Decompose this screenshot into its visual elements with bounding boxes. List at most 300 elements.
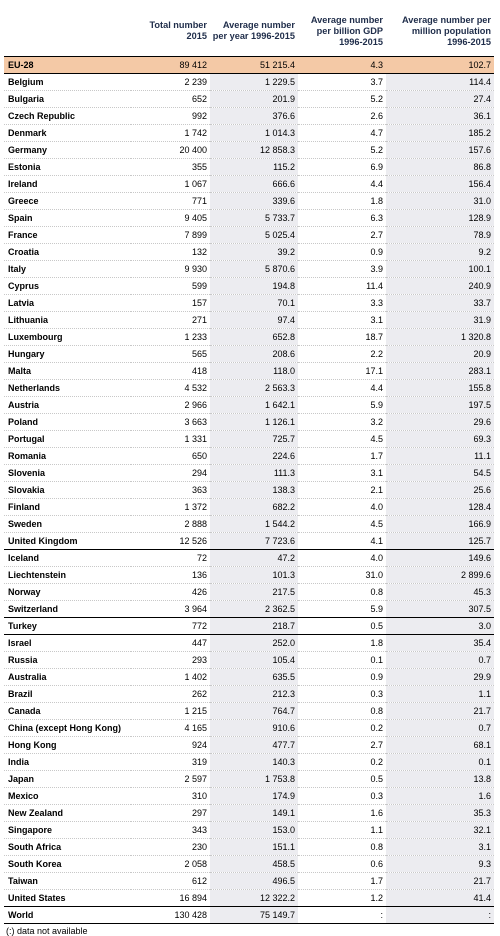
cell-average-per-year: 1 126.1 bbox=[210, 414, 298, 431]
cell-average-per-million: 125.7 bbox=[386, 533, 494, 550]
cell-average-per-year: 1 753.8 bbox=[210, 771, 298, 788]
cell-average-per-gdp: 5.9 bbox=[298, 397, 386, 414]
table-row bbox=[4, 159, 494, 176]
cell-average-per-million: 156.4 bbox=[386, 176, 494, 193]
cell-average-per-million: 128.9 bbox=[386, 210, 494, 227]
cell-total-number: 1 402 bbox=[131, 669, 210, 686]
cell-average-per-million: 0.7 bbox=[386, 652, 494, 669]
cell-average-per-gdp: 0.9 bbox=[298, 244, 386, 261]
row-label: Brazil bbox=[4, 686, 131, 703]
table-row bbox=[4, 601, 494, 618]
cell-total-number: 4 165 bbox=[131, 720, 210, 737]
cell-average-per-gdp: 4.5 bbox=[298, 516, 386, 533]
cell-average-per-gdp: 3.1 bbox=[298, 312, 386, 329]
cell-average-per-gdp: 11.4 bbox=[298, 278, 386, 295]
cell-average-per-gdp: 0.9 bbox=[298, 669, 386, 686]
cell-average-per-million: 21.7 bbox=[386, 703, 494, 720]
row-label: Finland bbox=[4, 499, 131, 516]
cell-total-number: 447 bbox=[131, 635, 210, 652]
cell-average-per-year: 47.2 bbox=[210, 550, 298, 567]
cell-average-per-gdp: 4.7 bbox=[298, 125, 386, 142]
cell-average-per-million: 0.7 bbox=[386, 720, 494, 737]
cell-total-number: 16 894 bbox=[131, 890, 210, 907]
row-label: Iceland bbox=[4, 550, 131, 567]
cell-average-per-gdp: 0.1 bbox=[298, 652, 386, 669]
cell-average-per-year: 682.2 bbox=[210, 499, 298, 516]
row-label: Netherlands bbox=[4, 380, 131, 397]
cell-average-per-gdp: 3.2 bbox=[298, 414, 386, 431]
table-row bbox=[4, 686, 494, 703]
cell-average-per-gdp: 17.1 bbox=[298, 363, 386, 380]
row-label: Cyprus bbox=[4, 278, 131, 295]
cell-total-number: 343 bbox=[131, 822, 210, 839]
cell-average-per-million: 35.4 bbox=[386, 635, 494, 652]
cell-average-per-year: 5 733.7 bbox=[210, 210, 298, 227]
cell-average-per-gdp: 31.0 bbox=[298, 567, 386, 584]
cell-average-per-gdp: 4.4 bbox=[298, 380, 386, 397]
table-row bbox=[4, 754, 494, 771]
cell-total-number: 1 233 bbox=[131, 329, 210, 346]
cell-average-per-million: 41.4 bbox=[386, 890, 494, 907]
cell-average-per-gdp: 0.8 bbox=[298, 703, 386, 720]
cell-total-number: 310 bbox=[131, 788, 210, 805]
cell-average-per-year: 339.6 bbox=[210, 193, 298, 210]
cell-average-per-million: 149.6 bbox=[386, 550, 494, 567]
cell-total-number: 772 bbox=[131, 618, 210, 635]
row-label: Israel bbox=[4, 635, 131, 652]
cell-average-per-gdp: 5.9 bbox=[298, 601, 386, 618]
cell-average-per-year: 218.7 bbox=[210, 618, 298, 635]
cell-average-per-year: 1 642.1 bbox=[210, 397, 298, 414]
cell-total-number: 1 372 bbox=[131, 499, 210, 516]
table-row bbox=[4, 584, 494, 601]
cell-average-per-year: 477.7 bbox=[210, 737, 298, 754]
cell-average-per-year: 153.0 bbox=[210, 822, 298, 839]
cell-average-per-year: 217.5 bbox=[210, 584, 298, 601]
cell-average-per-million: 9.2 bbox=[386, 244, 494, 261]
table-row bbox=[4, 737, 494, 754]
cell-total-number: 130 428 bbox=[131, 907, 210, 924]
table-row bbox=[4, 856, 494, 873]
cell-average-per-year: 174.9 bbox=[210, 788, 298, 805]
cell-average-per-year: 115.2 bbox=[210, 159, 298, 176]
table-row bbox=[4, 397, 494, 414]
cell-total-number: 294 bbox=[131, 465, 210, 482]
cell-average-per-million: 31.0 bbox=[386, 193, 494, 210]
row-label: China (except Hong Kong) bbox=[4, 720, 131, 737]
row-label: EU-28 bbox=[4, 57, 131, 74]
cell-average-per-million: 68.1 bbox=[386, 737, 494, 754]
table-row bbox=[4, 890, 494, 907]
cell-average-per-million: 54.5 bbox=[386, 465, 494, 482]
cell-average-per-million: 114.4 bbox=[386, 74, 494, 91]
cell-average-per-year: 70.1 bbox=[210, 295, 298, 312]
cell-total-number: 2 966 bbox=[131, 397, 210, 414]
cell-total-number: 1 215 bbox=[131, 703, 210, 720]
cell-average-per-year: 725.7 bbox=[210, 431, 298, 448]
cell-average-per-gdp: 1.8 bbox=[298, 193, 386, 210]
cell-average-per-million: 78.9 bbox=[386, 227, 494, 244]
cell-average-per-million: 307.5 bbox=[386, 601, 494, 618]
header-average-per-gdp: Average number per billion GDP 1996-2015 bbox=[298, 6, 386, 57]
table-row bbox=[4, 788, 494, 805]
row-label: Lithuania bbox=[4, 312, 131, 329]
cell-average-per-year: 5 870.6 bbox=[210, 261, 298, 278]
cell-average-per-year: 194.8 bbox=[210, 278, 298, 295]
row-label: Ireland bbox=[4, 176, 131, 193]
row-label: South Africa bbox=[4, 839, 131, 856]
cell-average-per-year: 2 362.5 bbox=[210, 601, 298, 618]
table-row bbox=[4, 91, 494, 108]
cell-total-number: 1 067 bbox=[131, 176, 210, 193]
cell-average-per-year: 1 014.3 bbox=[210, 125, 298, 142]
cell-average-per-million: 29.9 bbox=[386, 669, 494, 686]
cell-average-per-million: 11.1 bbox=[386, 448, 494, 465]
table-row bbox=[4, 431, 494, 448]
table-row bbox=[4, 771, 494, 788]
table-row bbox=[4, 380, 494, 397]
cell-average-per-million: 3.0 bbox=[386, 618, 494, 635]
cell-average-per-year: 151.1 bbox=[210, 839, 298, 856]
cell-average-per-gdp: 1.1 bbox=[298, 822, 386, 839]
cell-average-per-year: 39.2 bbox=[210, 244, 298, 261]
table-row bbox=[4, 448, 494, 465]
cell-average-per-year: 252.0 bbox=[210, 635, 298, 652]
cell-total-number: 319 bbox=[131, 754, 210, 771]
cell-total-number: 2 239 bbox=[131, 74, 210, 91]
cell-total-number: 771 bbox=[131, 193, 210, 210]
row-label: United Kingdom bbox=[4, 533, 131, 550]
cell-average-per-year: 458.5 bbox=[210, 856, 298, 873]
cell-total-number: 271 bbox=[131, 312, 210, 329]
row-label: Croatia bbox=[4, 244, 131, 261]
cell-total-number: 650 bbox=[131, 448, 210, 465]
cell-average-per-gdp: 2.7 bbox=[298, 737, 386, 754]
cell-average-per-million: 45.3 bbox=[386, 584, 494, 601]
row-label: Mexico bbox=[4, 788, 131, 805]
row-label: United States bbox=[4, 890, 131, 907]
table-row bbox=[4, 482, 494, 499]
header-label bbox=[4, 6, 131, 57]
cell-total-number: 297 bbox=[131, 805, 210, 822]
row-label: Sweden bbox=[4, 516, 131, 533]
cell-average-per-million: 102.7 bbox=[386, 57, 494, 74]
table-row bbox=[4, 312, 494, 329]
table-row bbox=[4, 907, 494, 924]
cell-average-per-million: 166.9 bbox=[386, 516, 494, 533]
cell-average-per-million: 31.9 bbox=[386, 312, 494, 329]
cell-average-per-million: 3.1 bbox=[386, 839, 494, 856]
cell-average-per-million: 1 320.8 bbox=[386, 329, 494, 346]
cell-total-number: 4 532 bbox=[131, 380, 210, 397]
cell-average-per-year: 12 858.3 bbox=[210, 142, 298, 159]
cell-total-number: 136 bbox=[131, 567, 210, 584]
cell-average-per-gdp: 0.5 bbox=[298, 771, 386, 788]
row-label: Germany bbox=[4, 142, 131, 159]
cell-average-per-gdp: 4.1 bbox=[298, 533, 386, 550]
row-label: New Zealand bbox=[4, 805, 131, 822]
row-label: Singapore bbox=[4, 822, 131, 839]
cell-average-per-gdp: 0.8 bbox=[298, 584, 386, 601]
cell-average-per-gdp: : bbox=[298, 907, 386, 924]
row-label: Malta bbox=[4, 363, 131, 380]
statistics-table-container bbox=[4, 6, 494, 936]
cell-average-per-year: 652.8 bbox=[210, 329, 298, 346]
table-row bbox=[4, 57, 494, 74]
cell-average-per-million: 33.7 bbox=[386, 295, 494, 312]
row-label: Norway bbox=[4, 584, 131, 601]
header-average-per-million: Average number per million population 1996-2015 bbox=[386, 6, 494, 57]
cell-average-per-year: 376.6 bbox=[210, 108, 298, 125]
table-row bbox=[4, 108, 494, 125]
cell-average-per-gdp: 4.3 bbox=[298, 57, 386, 74]
table-row bbox=[4, 516, 494, 533]
cell-average-per-million: 9.3 bbox=[386, 856, 494, 873]
cell-total-number: 157 bbox=[131, 295, 210, 312]
row-label: Japan bbox=[4, 771, 131, 788]
cell-average-per-million: 128.4 bbox=[386, 499, 494, 516]
cell-average-per-million: 240.9 bbox=[386, 278, 494, 295]
table-row bbox=[4, 703, 494, 720]
cell-total-number: 2 597 bbox=[131, 771, 210, 788]
table-row bbox=[4, 210, 494, 227]
cell-average-per-gdp: 1.6 bbox=[298, 805, 386, 822]
cell-average-per-gdp: 0.6 bbox=[298, 856, 386, 873]
cell-total-number: 20 400 bbox=[131, 142, 210, 159]
table-row bbox=[4, 278, 494, 295]
cell-average-per-million: 1.6 bbox=[386, 788, 494, 805]
cell-average-per-gdp: 3.9 bbox=[298, 261, 386, 278]
cell-average-per-gdp: 4.0 bbox=[298, 550, 386, 567]
cell-average-per-year: 7 723.6 bbox=[210, 533, 298, 550]
cell-average-per-million: 2 899.6 bbox=[386, 567, 494, 584]
cell-average-per-year: 105.4 bbox=[210, 652, 298, 669]
cell-total-number: 89 412 bbox=[131, 57, 210, 74]
cell-total-number: 262 bbox=[131, 686, 210, 703]
row-label: South Korea bbox=[4, 856, 131, 873]
cell-average-per-year: 666.6 bbox=[210, 176, 298, 193]
cell-average-per-gdp: 0.3 bbox=[298, 686, 386, 703]
table-row bbox=[4, 244, 494, 261]
cell-average-per-gdp: 2.7 bbox=[298, 227, 386, 244]
cell-average-per-year: 208.6 bbox=[210, 346, 298, 363]
cell-average-per-million: 27.4 bbox=[386, 91, 494, 108]
row-label: Taiwan bbox=[4, 873, 131, 890]
cell-average-per-million: 100.1 bbox=[386, 261, 494, 278]
cell-average-per-year: 138.3 bbox=[210, 482, 298, 499]
cell-average-per-year: 5 025.4 bbox=[210, 227, 298, 244]
row-label: France bbox=[4, 227, 131, 244]
cell-average-per-gdp: 2.2 bbox=[298, 346, 386, 363]
cell-average-per-million: 13.8 bbox=[386, 771, 494, 788]
table-row bbox=[4, 414, 494, 431]
cell-total-number: 12 526 bbox=[131, 533, 210, 550]
cell-average-per-year: 1 544.2 bbox=[210, 516, 298, 533]
table-row bbox=[4, 329, 494, 346]
cell-average-per-gdp: 4.0 bbox=[298, 499, 386, 516]
table-row bbox=[4, 550, 494, 567]
cell-average-per-gdp: 4.5 bbox=[298, 431, 386, 448]
row-label: Portugal bbox=[4, 431, 131, 448]
row-label: Slovenia bbox=[4, 465, 131, 482]
cell-average-per-gdp: 0.3 bbox=[298, 788, 386, 805]
row-label: Denmark bbox=[4, 125, 131, 142]
cell-average-per-gdp: 2.6 bbox=[298, 108, 386, 125]
table-row bbox=[4, 295, 494, 312]
cell-average-per-gdp: 2.1 bbox=[298, 482, 386, 499]
cell-average-per-million: 0.1 bbox=[386, 754, 494, 771]
table-row bbox=[4, 465, 494, 482]
row-label: Bulgaria bbox=[4, 91, 131, 108]
table-row bbox=[4, 533, 494, 550]
cell-total-number: 7 899 bbox=[131, 227, 210, 244]
row-label: Greece bbox=[4, 193, 131, 210]
table-row bbox=[4, 669, 494, 686]
cell-average-per-million: 283.1 bbox=[386, 363, 494, 380]
cell-total-number: 230 bbox=[131, 839, 210, 856]
cell-average-per-gdp: 1.2 bbox=[298, 890, 386, 907]
cell-average-per-gdp: 0.5 bbox=[298, 618, 386, 635]
cell-total-number: 652 bbox=[131, 91, 210, 108]
table-row bbox=[4, 176, 494, 193]
cell-average-per-million: 197.5 bbox=[386, 397, 494, 414]
cell-average-per-year: 118.0 bbox=[210, 363, 298, 380]
cell-average-per-million: 25.6 bbox=[386, 482, 494, 499]
row-label: India bbox=[4, 754, 131, 771]
cell-average-per-gdp: 5.2 bbox=[298, 91, 386, 108]
header-row bbox=[4, 6, 494, 57]
cell-average-per-year: 764.7 bbox=[210, 703, 298, 720]
cell-average-per-million: 36.1 bbox=[386, 108, 494, 125]
table-row bbox=[4, 652, 494, 669]
row-label: Canada bbox=[4, 703, 131, 720]
cell-total-number: 599 bbox=[131, 278, 210, 295]
row-label: Romania bbox=[4, 448, 131, 465]
table-header bbox=[4, 6, 494, 57]
cell-average-per-million: 155.8 bbox=[386, 380, 494, 397]
cell-total-number: 426 bbox=[131, 584, 210, 601]
cell-total-number: 992 bbox=[131, 108, 210, 125]
table-row bbox=[4, 346, 494, 363]
cell-average-per-gdp: 3.1 bbox=[298, 465, 386, 482]
cell-average-per-year: 97.4 bbox=[210, 312, 298, 329]
header-total-number: Total number 2015 bbox=[131, 6, 210, 57]
cell-total-number: 3 663 bbox=[131, 414, 210, 431]
table-row bbox=[4, 618, 494, 635]
cell-average-per-million: 86.8 bbox=[386, 159, 494, 176]
row-label: Spain bbox=[4, 210, 131, 227]
cell-average-per-year: 101.3 bbox=[210, 567, 298, 584]
row-label: World bbox=[4, 907, 131, 924]
cell-average-per-million: 35.3 bbox=[386, 805, 494, 822]
table-row bbox=[4, 261, 494, 278]
cell-average-per-million: 1.1 bbox=[386, 686, 494, 703]
table-row bbox=[4, 839, 494, 856]
row-label: Estonia bbox=[4, 159, 131, 176]
cell-average-per-gdp: 6.3 bbox=[298, 210, 386, 227]
cell-average-per-gdp: 4.4 bbox=[298, 176, 386, 193]
table-row bbox=[4, 125, 494, 142]
table-row bbox=[4, 720, 494, 737]
row-label: Slovakia bbox=[4, 482, 131, 499]
row-label: Luxembourg bbox=[4, 329, 131, 346]
table-body bbox=[4, 57, 494, 924]
cell-average-per-year: 51 215.4 bbox=[210, 57, 298, 74]
cell-average-per-gdp: 1.8 bbox=[298, 635, 386, 652]
table-row bbox=[4, 499, 494, 516]
cell-total-number: 565 bbox=[131, 346, 210, 363]
header-average-per-year: Average number per year 1996-2015 bbox=[210, 6, 298, 57]
cell-average-per-year: 140.3 bbox=[210, 754, 298, 771]
row-label: Switzerland bbox=[4, 601, 131, 618]
cell-average-per-gdp: 5.2 bbox=[298, 142, 386, 159]
cell-total-number: 9 405 bbox=[131, 210, 210, 227]
cell-average-per-year: 635.5 bbox=[210, 669, 298, 686]
cell-average-per-year: 75 149.7 bbox=[210, 907, 298, 924]
table-row bbox=[4, 635, 494, 652]
cell-average-per-million: 32.1 bbox=[386, 822, 494, 839]
cell-total-number: 612 bbox=[131, 873, 210, 890]
row-label: Latvia bbox=[4, 295, 131, 312]
cell-total-number: 355 bbox=[131, 159, 210, 176]
row-label: Russia bbox=[4, 652, 131, 669]
row-label: Liechtenstein bbox=[4, 567, 131, 584]
cell-average-per-gdp: 0.8 bbox=[298, 839, 386, 856]
cell-average-per-million: 185.2 bbox=[386, 125, 494, 142]
cell-total-number: 293 bbox=[131, 652, 210, 669]
table-row bbox=[4, 822, 494, 839]
row-label: Austria bbox=[4, 397, 131, 414]
row-label: Turkey bbox=[4, 618, 131, 635]
cell-total-number: 2 058 bbox=[131, 856, 210, 873]
row-label: Australia bbox=[4, 669, 131, 686]
cell-average-per-gdp: 6.9 bbox=[298, 159, 386, 176]
row-label: Hong Kong bbox=[4, 737, 131, 754]
cell-average-per-million: 29.6 bbox=[386, 414, 494, 431]
cell-average-per-year: 2 563.3 bbox=[210, 380, 298, 397]
cell-average-per-gdp: 3.7 bbox=[298, 74, 386, 91]
table-row bbox=[4, 193, 494, 210]
cell-average-per-year: 111.3 bbox=[210, 465, 298, 482]
cell-average-per-gdp: 1.7 bbox=[298, 873, 386, 890]
table-row bbox=[4, 363, 494, 380]
cell-average-per-gdp: 0.2 bbox=[298, 720, 386, 737]
cell-average-per-year: 496.5 bbox=[210, 873, 298, 890]
cell-total-number: 924 bbox=[131, 737, 210, 754]
cell-average-per-gdp: 1.7 bbox=[298, 448, 386, 465]
cell-average-per-year: 12 322.2 bbox=[210, 890, 298, 907]
table-row bbox=[4, 567, 494, 584]
table-row bbox=[4, 74, 494, 91]
cell-total-number: 132 bbox=[131, 244, 210, 261]
cell-total-number: 2 888 bbox=[131, 516, 210, 533]
cell-average-per-year: 149.1 bbox=[210, 805, 298, 822]
cell-total-number: 363 bbox=[131, 482, 210, 499]
row-label: Czech Republic bbox=[4, 108, 131, 125]
statistics-table bbox=[4, 6, 494, 924]
cell-average-per-gdp: 18.7 bbox=[298, 329, 386, 346]
cell-average-per-gdp: 3.3 bbox=[298, 295, 386, 312]
cell-average-per-million: 20.9 bbox=[386, 346, 494, 363]
cell-average-per-million: : bbox=[386, 907, 494, 924]
cell-total-number: 9 930 bbox=[131, 261, 210, 278]
cell-average-per-year: 224.6 bbox=[210, 448, 298, 465]
cell-average-per-million: 21.7 bbox=[386, 873, 494, 890]
cell-average-per-year: 910.6 bbox=[210, 720, 298, 737]
cell-total-number: 1 331 bbox=[131, 431, 210, 448]
row-label: Italy bbox=[4, 261, 131, 278]
cell-average-per-year: 1 229.5 bbox=[210, 74, 298, 91]
